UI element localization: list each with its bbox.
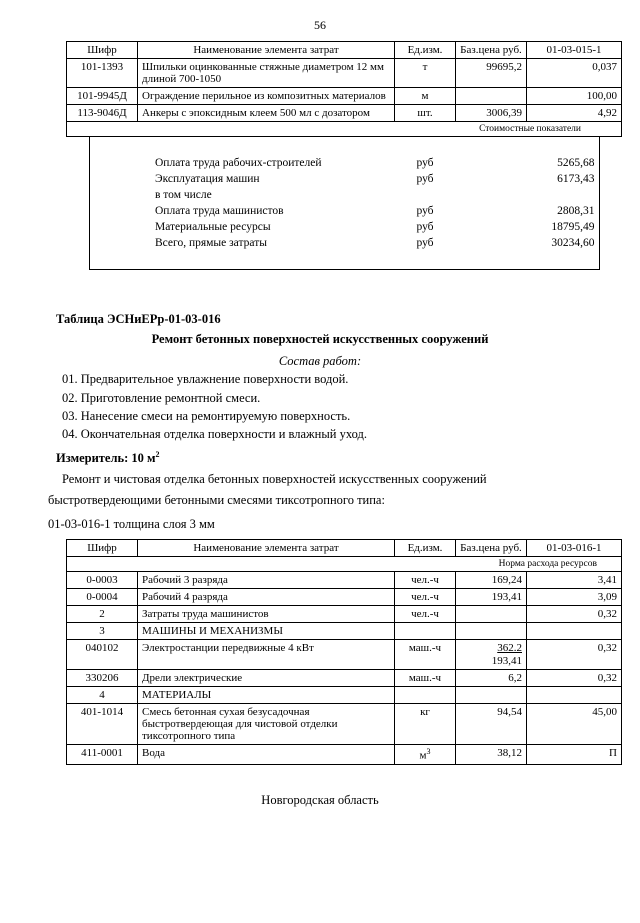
cell-unit: кг [395, 704, 456, 745]
empty-cell [451, 187, 513, 203]
cell-name: Шпильки оцинкованные стяжные диаметром 12 мм длиной 700-1050 [138, 59, 395, 88]
cell-code: 4 [67, 687, 138, 704]
empty-cell [89, 187, 151, 203]
cell-unit: чел.-ч [395, 572, 456, 589]
cell-norm: 0,32 [527, 670, 622, 687]
totals-unit: руб [416, 237, 434, 249]
table-row [67, 572, 622, 589]
totals-unit: руб [416, 173, 434, 185]
unit-superscript: 3 [426, 747, 431, 757]
price-primary: 362.2 [497, 642, 522, 655]
cell-norm: 45,00 [527, 704, 622, 745]
spacer-cell [399, 137, 451, 156]
description-line-1: Ремонт и чистовая отделка бетонных поверхностей искусственных сооружений [62, 472, 487, 487]
totals-value: 5265,68 [513, 155, 599, 171]
totals-value: 2808,31 [513, 203, 599, 219]
empty-cell [451, 203, 513, 219]
cell-code: 330206 [67, 670, 138, 687]
table-1-header-row [67, 42, 622, 59]
cell-name: МАШИНЫ И МЕХАНИЗМЫ [138, 623, 395, 640]
totals-value: 6173,43 [513, 171, 599, 187]
cost-indicators-label: Стоимостные показатели [67, 122, 622, 137]
work-item: 03. Нанесение смеси на ремонтируемую поверхность. [62, 408, 351, 423]
table-2-subheader-row [67, 557, 622, 572]
spacer-cell [89, 251, 151, 270]
cell-name: Дрели электрические [138, 670, 395, 687]
cell-norm [527, 623, 622, 640]
totals-row [89, 155, 599, 171]
cell-unit: т [395, 59, 456, 88]
cell-price: 193,41 [456, 589, 527, 606]
totals-row [89, 187, 599, 203]
header-code: Шифр [67, 540, 138, 557]
cell-name: Смесь бетонная сухая безусадочная быстротвердеющая для чистовой отделки тиксотропного типа [138, 704, 395, 745]
section-title: Ремонт бетонных поверхностей искусственных сооружений [151, 332, 489, 347]
cell-name: Рабочий 4 разряда [138, 589, 395, 606]
cell-code: 113-9046Д [67, 105, 138, 122]
table-row [67, 623, 622, 640]
cell-price: 3006,39 [456, 105, 527, 122]
cell-norm [527, 687, 622, 704]
cell-code: 411-0001 [67, 745, 138, 765]
cell-price [456, 606, 527, 623]
empty-cell [451, 155, 513, 171]
cell-norm: П [527, 745, 622, 765]
description-line-2: быстротвердеющими бетонными смесями тиксотропного типа: [48, 493, 385, 508]
empty-cell [451, 219, 513, 235]
document-page [0, 18, 640, 923]
totals-unit [399, 187, 451, 203]
measure-text: Измеритель: 10 м [56, 451, 156, 466]
cell-name: Электростанции передвижные 4 кВт [138, 640, 395, 670]
header-name: Наименование элемента затрат [138, 540, 395, 557]
totals-label: Эксплуатация машин [155, 173, 260, 185]
header-code: Шифр [67, 42, 138, 59]
cell-unit: шт. [395, 105, 456, 122]
totals-row [89, 171, 599, 187]
table-row [67, 745, 622, 765]
table-row [67, 105, 622, 122]
header-unit: Ед.изм. [395, 42, 456, 59]
page-footer: Новгородская область [261, 792, 379, 807]
cell-unit: маш.-ч [395, 670, 456, 687]
cell-unit: маш.-ч [395, 640, 456, 670]
cell-norm: 3,41 [527, 572, 622, 589]
empty-cell [89, 155, 151, 171]
totals-label: Материальные ресурсы [155, 221, 271, 233]
cell-name: Ограждение перильное из композитных материалов [138, 88, 395, 105]
cell-price: 169,24 [456, 572, 527, 589]
cell-unit: $м^3$ [395, 745, 456, 765]
totals-spacer-row [89, 137, 599, 156]
measure-label [56, 449, 592, 467]
cell-price [456, 88, 527, 105]
header-norm: 01-03-016-1 [527, 540, 622, 557]
cell-code: 040102 [67, 640, 138, 670]
totals-label: в том числе [155, 189, 212, 201]
spacer-cell [513, 137, 599, 156]
cell-name: Рабочий 3 разряда [138, 572, 395, 589]
text-section [48, 310, 592, 533]
table-2-container [48, 539, 640, 765]
spacer-cell [89, 137, 151, 156]
cell-price: 99695,2 [456, 59, 527, 88]
table-row [67, 59, 622, 88]
totals-row [89, 219, 599, 235]
spacer-cell [513, 251, 599, 270]
work-item: 02. Приготовление ремонтной смеси. [62, 390, 261, 405]
totals-row [89, 235, 599, 251]
empty-cell [89, 235, 151, 251]
table-label: Таблица ЭСНиЕРр-01-03-016 [56, 312, 221, 326]
cell-norm: 0,32 [527, 640, 622, 670]
empty-cell [89, 203, 151, 219]
cell-code: 0-0003 [67, 572, 138, 589]
totals-spacer-row [89, 251, 599, 270]
page-number: 56 [314, 18, 326, 32]
totals-value: 30234,60 [513, 235, 599, 251]
empty-cell [451, 235, 513, 251]
empty-cell [451, 171, 513, 187]
cell-price: 6,2 [456, 670, 527, 687]
cell-price [456, 687, 527, 704]
table-row [67, 606, 622, 623]
spacer-cell [399, 251, 451, 270]
works-caption: Состав работ: [278, 354, 362, 369]
totals-label: Оплата труда рабочих-строителей [155, 157, 322, 169]
spacer-cell [451, 137, 513, 156]
table-row [67, 670, 622, 687]
cell-name: Вода [138, 745, 395, 765]
cell-unit: чел.-ч [395, 606, 456, 623]
empty-cell [89, 171, 151, 187]
spacer-cell [151, 137, 399, 156]
price-secondary: 193,41 [491, 654, 522, 667]
cell-price: 38,12 [456, 745, 527, 765]
cell-price [456, 623, 527, 640]
totals-value: 18795,49 [513, 219, 599, 235]
table-row [67, 704, 622, 745]
work-item: 01. Предварительное увлажнение поверхности водой. [62, 372, 349, 387]
cell-code: 401-1014 [67, 704, 138, 745]
cell-name: Затраты труда машинистов [138, 606, 395, 623]
totals-unit: руб [416, 157, 434, 169]
header-price: Баз.цена руб. [456, 540, 527, 557]
header-unit: Ед.изм. [395, 540, 456, 557]
cell-name: МАТЕРИАЛЫ [138, 687, 395, 704]
cell-norm: 3,09 [527, 589, 622, 606]
cell-code: 101-9945Д [67, 88, 138, 105]
spacer-cell [451, 251, 513, 270]
header-name: Наименование элемента затрат [138, 42, 395, 59]
cell-norm: 0,037 [527, 59, 622, 88]
header-norm: 01-03-015-1 [527, 42, 622, 59]
table-2-header-row [67, 540, 622, 557]
cell-unit: чел.-ч [395, 589, 456, 606]
cell-price: 94,54 [456, 704, 527, 745]
totals-table-1 [89, 136, 600, 270]
table-1-subheader-row [67, 122, 622, 137]
table-1-container [48, 41, 640, 270]
cell-unit [395, 687, 456, 704]
cell-norm: 0,32 [527, 606, 622, 623]
table-row [67, 88, 622, 105]
header-price: Баз.цена руб. [456, 42, 527, 59]
table-row [67, 589, 622, 606]
row-code-line: 01-03-016-1 толщина слоя 3 мм [48, 516, 215, 531]
cell-unit [395, 623, 456, 640]
cell-code: 101-1393 [67, 59, 138, 88]
cell-norm: 4,92 [527, 105, 622, 122]
cell-name: Анкеры с эпоксидным клеем 500 мл с дозатором [138, 105, 395, 122]
cell-price [456, 640, 527, 670]
resource-norm-label: Норма расхода ресурсов [67, 557, 622, 572]
cost-elements-table-2 [66, 539, 622, 765]
totals-row [89, 203, 599, 219]
table-row [67, 640, 622, 670]
cell-norm: 100,00 [527, 88, 622, 105]
totals-label: Оплата труда машинистов [155, 205, 284, 217]
spacer-cell [151, 251, 399, 270]
totals-label: Всего, прямые затраты [155, 237, 267, 249]
table-row [67, 687, 622, 704]
cell-code: 0-0004 [67, 589, 138, 606]
totals-unit: руб [416, 205, 434, 217]
cell-unit: м [395, 88, 456, 105]
cell-code: 2 [67, 606, 138, 623]
cell-code: 3 [67, 623, 138, 640]
measure-superscript: 2 [155, 449, 160, 459]
empty-cell [89, 219, 151, 235]
work-item: 04. Окончательная отделка поверхности и влажный уход. [62, 426, 367, 441]
totals-unit: руб [416, 221, 434, 233]
cost-elements-table-1 [66, 41, 622, 137]
totals-value [513, 187, 599, 203]
